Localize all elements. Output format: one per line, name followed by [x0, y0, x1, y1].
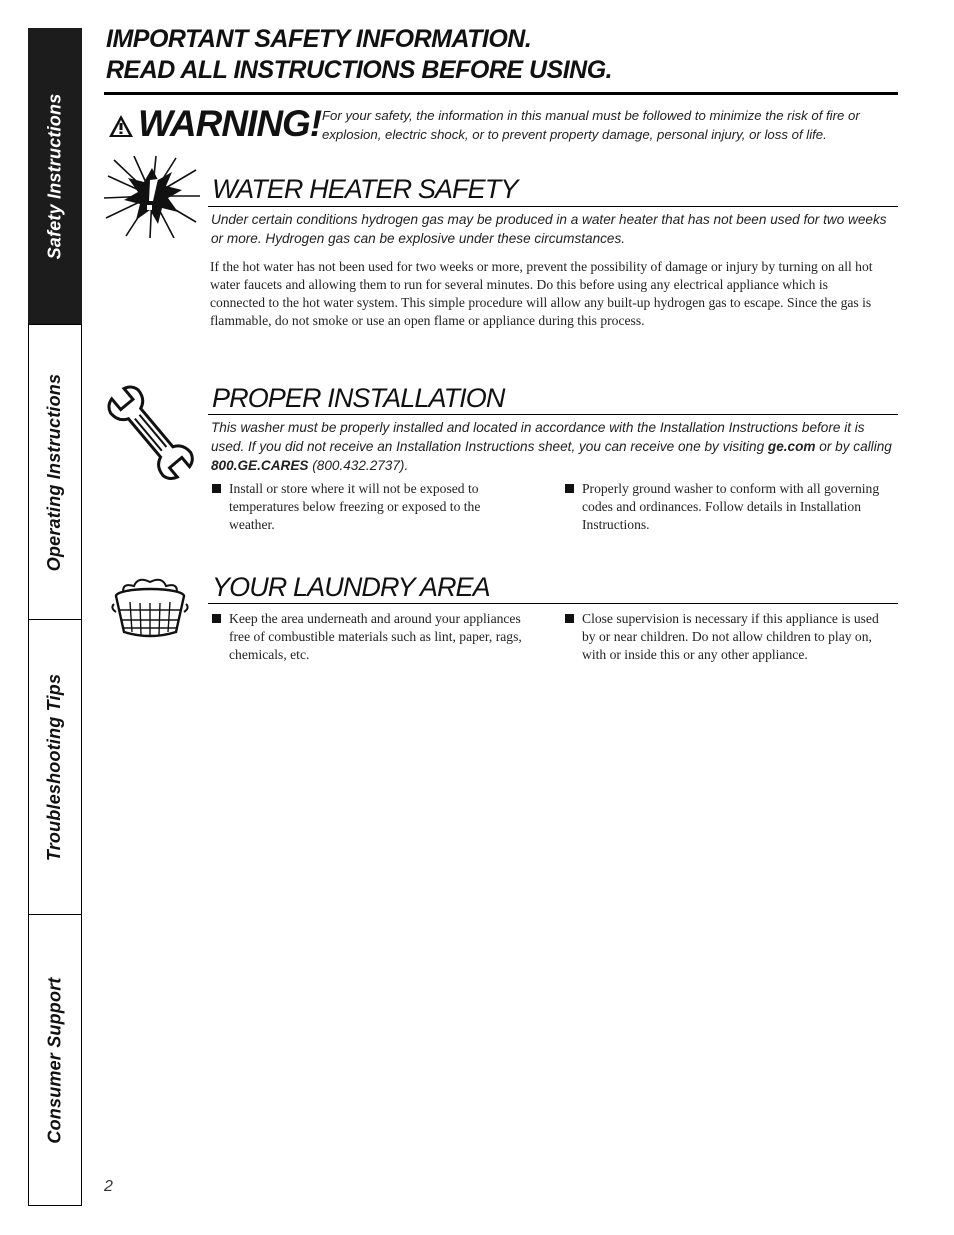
laundry-basket-icon — [110, 574, 190, 640]
water-heater-body: If the hot water has not been used for two weeks or more, prevent the possibility of damage or injury by turning on all hot water faucets and allowing them to run for several minutes. Do this before using any electrical appliance which is connected to the hot water system. This simple procedure will allow any built-up hydrogen gas to escape. Since the gas is flammable, do not smoke or use an open flame or appliance during this process. — [210, 259, 873, 328]
bullet-text: Properly ground washer to conform with all governing codes and ordinances. Follow details in Installation Instructions. — [582, 481, 880, 532]
tab-troubleshooting-tips[interactable] — [28, 619, 82, 914]
ge-phone-number: 800.GE.CARES — [211, 458, 309, 473]
page-title-line2: READ ALL INSTRUCTIONS BEFORE USING. — [106, 56, 613, 84]
tab-consumer-support[interactable] — [28, 914, 82, 1206]
warning-label — [108, 104, 321, 144]
section-tabs — [28, 28, 84, 1206]
tab-operating-instructions[interactable] — [28, 324, 82, 619]
installation-intro-text: This washer must be properly installed and located in accordance with the Installation Instructions before it is used. If you did not receive an Installation Instructions sheet, you can receive one by visiting — [211, 420, 865, 454]
wrench-icon — [104, 378, 196, 486]
explosion-icon — [104, 156, 200, 238]
list-item — [563, 610, 893, 664]
installation-intro-mid: or by calling — [819, 439, 892, 454]
tab-label: Safety Instructions — [44, 93, 65, 260]
warning-triangle-icon — [108, 114, 134, 138]
warning-text: For your safety, the information in this manual must be followed to minimize the risk of fire or explosion, electric shock, or to prevent property damage, personal injury, or loss of life. — [322, 108, 860, 142]
tab-label: Consumer Support — [44, 976, 65, 1144]
section-heading-laundry: YOUR LAUNDRY AREA — [212, 572, 490, 602]
bullet-square-icon — [212, 614, 221, 623]
warning-word: WARNING! — [138, 103, 322, 144]
section-divider — [208, 414, 898, 415]
tab-label: Troubleshooting Tips — [44, 673, 65, 861]
installation-intro-end: (800.432.2737). — [312, 458, 409, 473]
installation-intro — [211, 418, 897, 475]
bullet-text: Close supervision is necessary if this appliance is used by or near children. Do not allow children to play on, with or inside this or any other appliance. — [582, 611, 879, 662]
bullet-text: Keep the area underneath and around your appliances free of combustible materials such as lint, paper, rags, chemicals, etc. — [229, 611, 522, 662]
list-item — [563, 480, 893, 534]
warning-banner — [108, 104, 898, 150]
tab-safety-instructions[interactable] — [28, 28, 82, 324]
bullet-square-icon — [565, 484, 574, 493]
header-divider — [104, 92, 898, 95]
section-heading-installation: PROPER INSTALLATION — [212, 383, 505, 413]
section-divider — [208, 206, 898, 207]
page-title-line1: IMPORTANT SAFETY INFORMATION. — [106, 25, 532, 53]
page-title — [106, 24, 906, 86]
ge-website-link[interactable]: ge.com — [767, 439, 816, 454]
bullet-text: Install or store where it will not be exposed to temperatures below freezing or exposed to the weather. — [229, 481, 481, 532]
list-item — [210, 480, 525, 534]
water-heater-intro: Under certain conditions hydrogen gas may be produced in a water heater that has not been used for two weeks or more. Hydrogen gas can be explosive under these circumstances. — [211, 212, 887, 246]
section-heading-water-heater: WATER HEATER SAFETY — [212, 174, 518, 204]
bullet-square-icon — [565, 614, 574, 623]
page-number: 2 — [104, 1178, 113, 1195]
list-item — [210, 610, 540, 664]
section-divider — [208, 603, 898, 604]
tab-label: Operating Instructions — [44, 373, 65, 571]
bullet-square-icon — [212, 484, 221, 493]
